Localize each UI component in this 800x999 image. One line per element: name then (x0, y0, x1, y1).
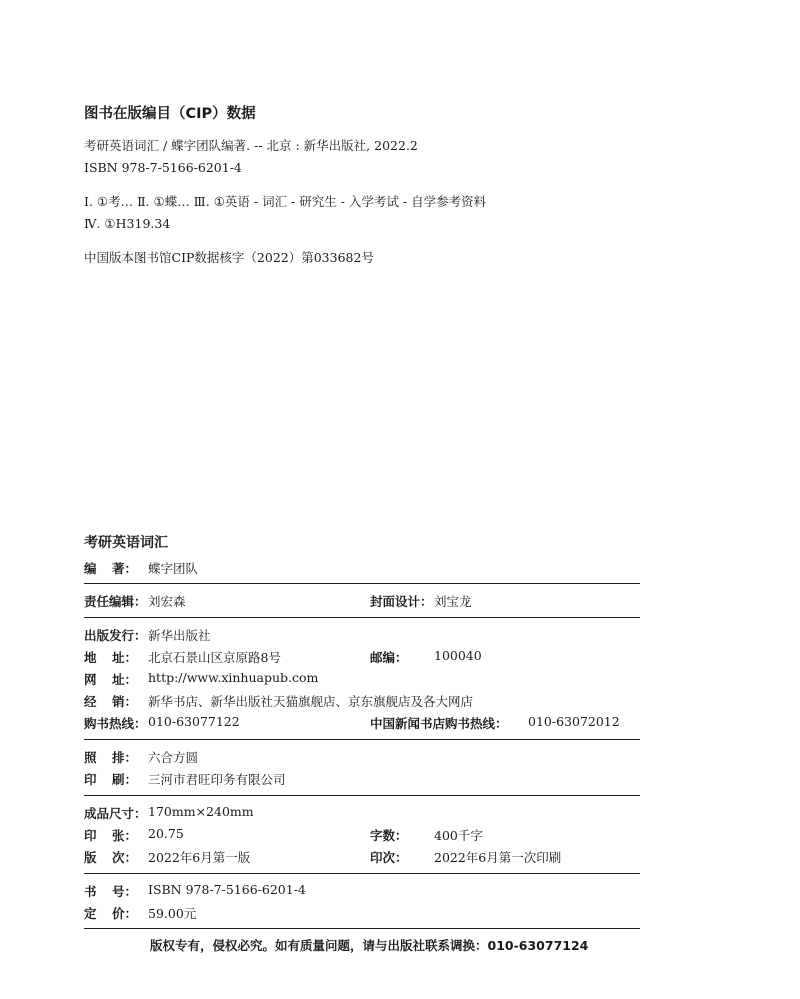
hotline-row (84, 714, 640, 734)
postcode-value: 100040 (434, 648, 482, 663)
price-value: 59.00元 (148, 906, 197, 921)
address-label: 地 址： (84, 650, 138, 665)
publisher-value: 新华出版社 (148, 628, 211, 643)
cip-title: 图书在版编目（CIP）数据 (84, 106, 256, 122)
address-row (84, 648, 640, 668)
copyright-notice: 版权专有，侵权必究。如有质量问题，请与出版社联系调换：010-63077124 (150, 938, 589, 953)
cip-isbn: ISBN 978-7-5166-6201-4 (84, 160, 242, 175)
website-link[interactable]: http://www.xinhuapub.com (148, 670, 319, 685)
words-label: 字数： (370, 828, 408, 843)
hotline-label: 购书热线： (84, 716, 147, 731)
printer-label: 印 刷： (84, 772, 138, 787)
editor-row (84, 592, 640, 612)
impression-label: 印次： (370, 850, 408, 865)
edition-label: 版 次： (84, 850, 138, 865)
size-label: 成品尺寸： (84, 806, 147, 821)
cip-classification: Ⅳ. ①H319.34 (84, 216, 171, 231)
publisher-label: 出版发行： (84, 628, 147, 643)
printer-row (84, 770, 640, 790)
divider (84, 617, 640, 618)
price-row (84, 904, 640, 924)
cover-design-label: 封面设计： (370, 594, 433, 609)
editor-value: 刘宏森 (148, 594, 186, 609)
news-hotline-label: 中国新闻书店购书热线： (370, 716, 508, 731)
edition-value: 2022年6月第一版 (148, 850, 251, 865)
cip-subjects: Ⅰ. ①考… Ⅱ. ①蝶… Ⅲ. ①英语 - 词汇 - 研究生 - 入学考试 - 自学参考资料 (84, 194, 487, 209)
author-label: 编 著： (84, 561, 138, 576)
sheets-label: 印 张： (84, 828, 138, 843)
distributor-row (84, 692, 640, 712)
printer-value: 三河市君旺印务有限公司 (148, 772, 286, 787)
author-value: 蝶字团队 (148, 561, 199, 576)
price-label: 定 价： (84, 906, 138, 921)
size-row (84, 804, 640, 824)
publisher-row (84, 626, 640, 646)
typeset-value: 六合方圆 (148, 750, 199, 765)
website-row (84, 670, 640, 690)
edition-row (84, 848, 640, 868)
hotline-value: 010-63077122 (148, 714, 240, 729)
impression-value: 2022年6月第一次印刷 (434, 850, 562, 865)
typeset-label: 照 排： (84, 750, 138, 765)
cover-design-value: 刘宝龙 (434, 594, 472, 609)
website-label: 网 址： (84, 672, 138, 687)
author-row (84, 559, 640, 579)
divider (84, 928, 640, 929)
distributor-value: 新华书店、新华出版社天猫旗舰店、京东旗舰店及各大网店 (148, 694, 474, 709)
distributor-label: 经 销： (84, 694, 138, 709)
divider (84, 583, 640, 584)
postcode-label: 邮编： (370, 650, 408, 665)
book-title: 考研英语词汇 (84, 535, 168, 551)
news-hotline-value: 010-63072012 (528, 714, 620, 729)
isbn-row (84, 882, 640, 902)
typeset-row (84, 748, 640, 768)
sheets-row (84, 826, 640, 846)
isbn-value: ISBN 978-7-5166-6201-4 (148, 882, 306, 897)
size-value: 170mm×240mm (148, 804, 254, 819)
isbn-label: 书 号： (84, 884, 138, 899)
divider (84, 873, 640, 874)
editor-label: 责任编辑： (84, 594, 147, 609)
address-value: 北京石景山区京原路8号 (148, 650, 281, 665)
sheets-value: 20.75 (148, 826, 184, 841)
words-value: 400千字 (434, 828, 483, 843)
divider (84, 739, 640, 740)
cip-citation: 考研英语词汇 / 蝶字团队编著. -- 北京 : 新华出版社, 2022.2 (84, 138, 418, 153)
divider (84, 795, 640, 796)
cip-record-number: 中国版本图书馆CIP数据核字（2022）第033682号 (84, 250, 374, 265)
